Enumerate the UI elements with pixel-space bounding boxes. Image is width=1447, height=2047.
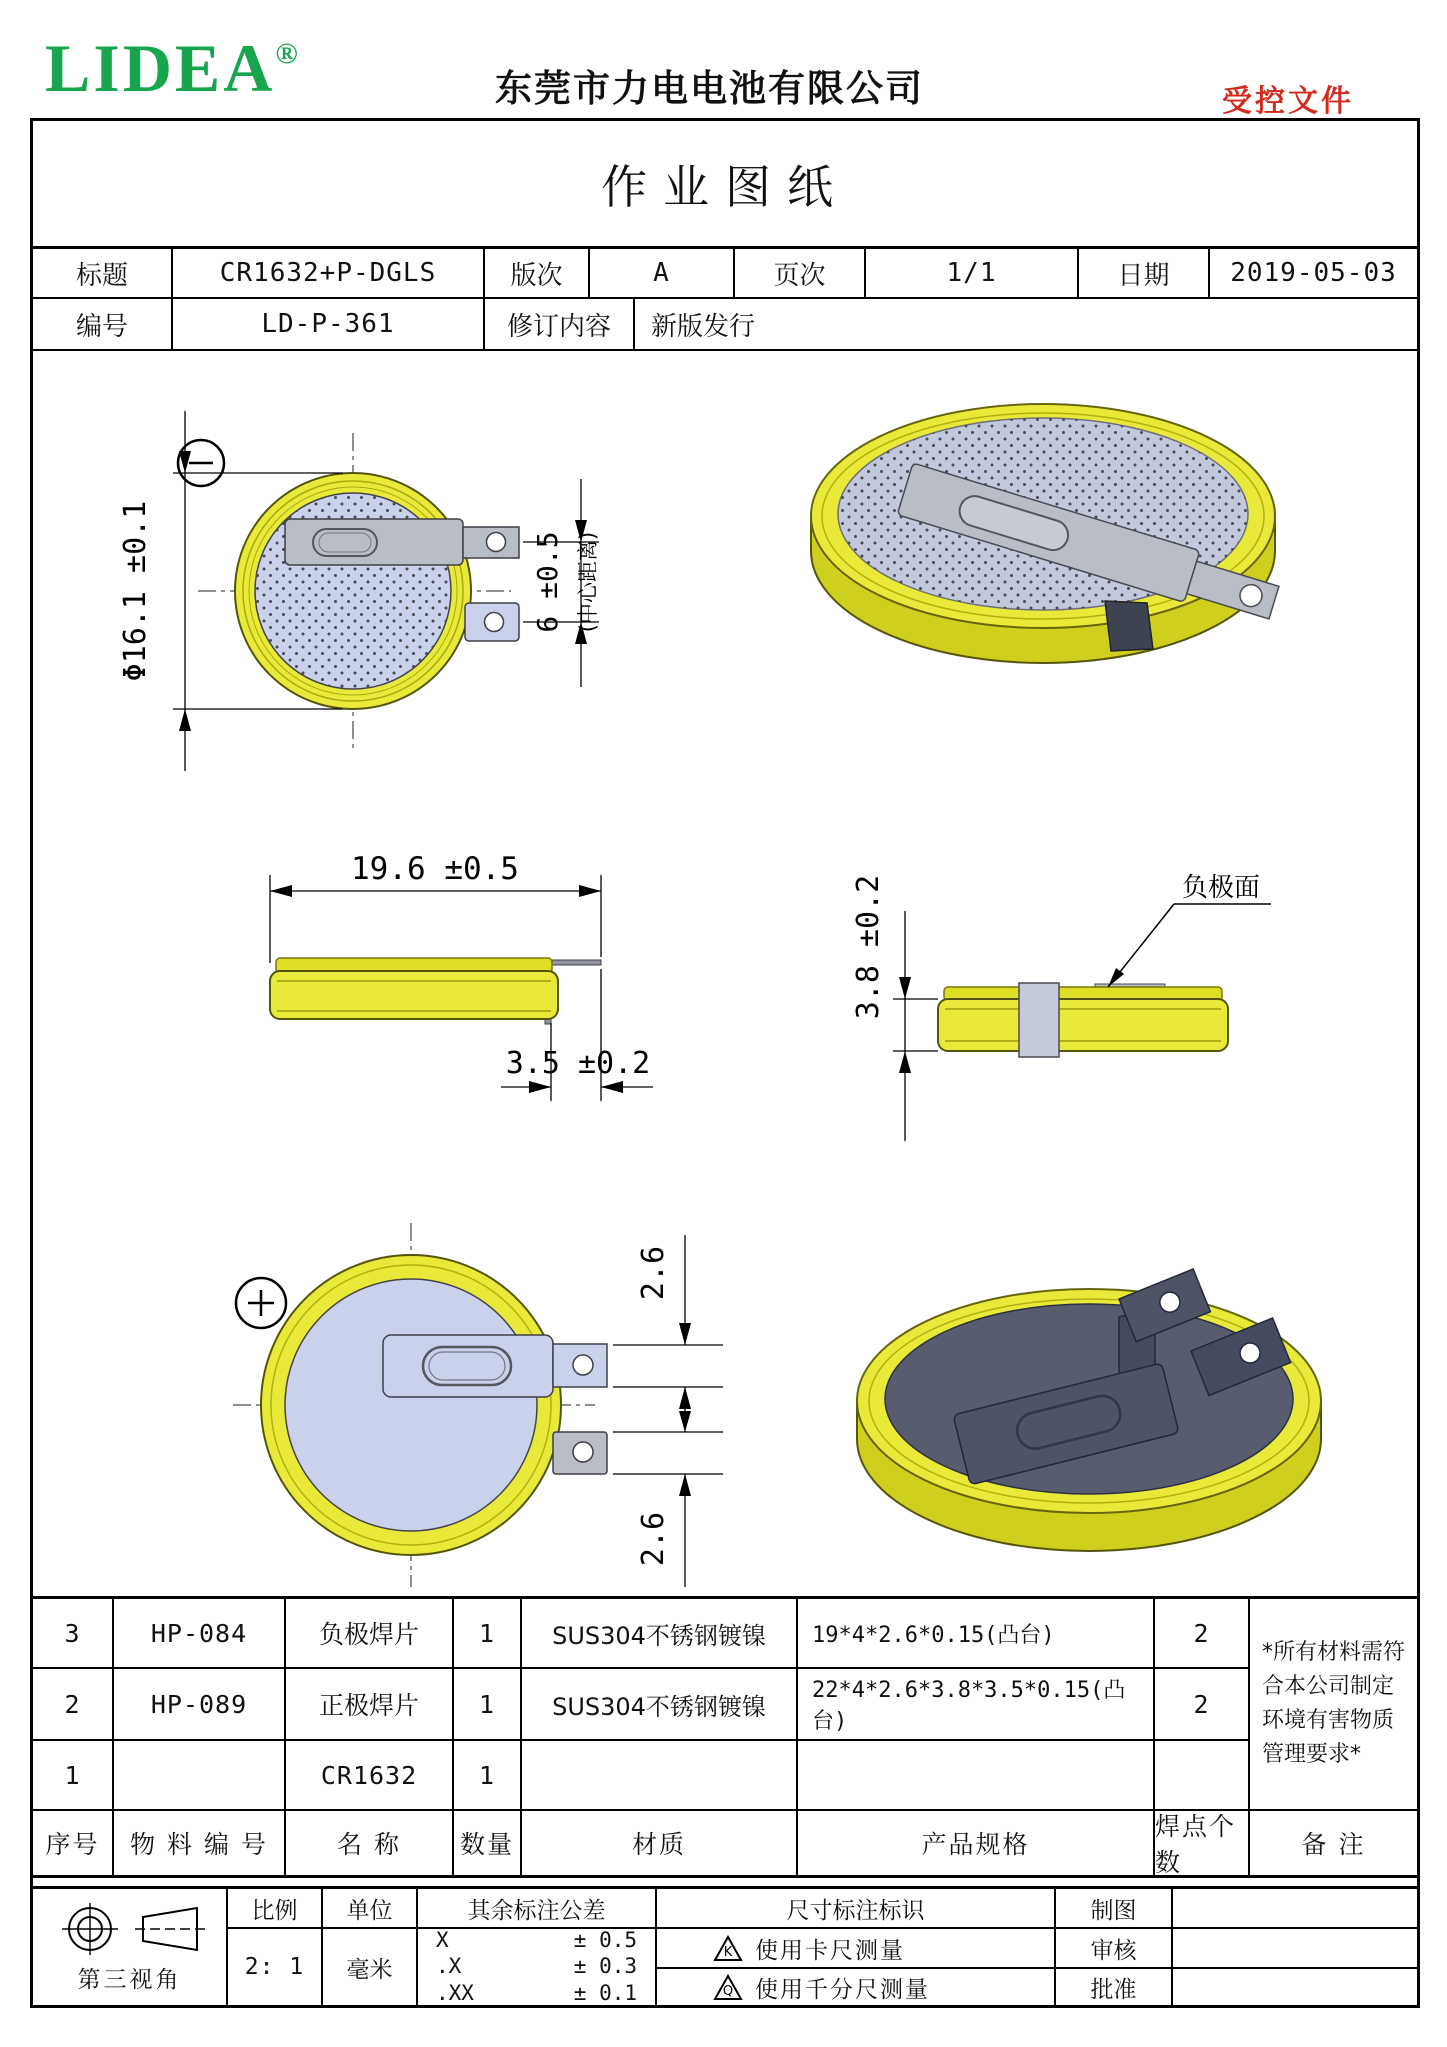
code-value: LD-P-361	[173, 299, 485, 349]
tolerance-pattern: .XX	[436, 1980, 474, 2005]
draft-label: 制图	[1056, 1889, 1173, 1929]
registered-trademark-icon: ®	[275, 37, 301, 70]
date-label: 日期	[1079, 249, 1210, 297]
review-label: 审核	[1056, 1929, 1173, 1969]
scale-value: 2: 1	[228, 1929, 323, 2005]
battery-side-body	[938, 999, 1228, 1051]
revision-value: A	[590, 249, 735, 297]
bom-table	[33, 1596, 1417, 1878]
negative-solder-tab-end	[553, 1432, 607, 1474]
dim-mark-label: 尺寸标注标识	[657, 1889, 1056, 1929]
title-block-row-2	[33, 299, 1417, 351]
unit-label: 单位	[323, 1889, 418, 1929]
tab-hole	[487, 533, 506, 552]
page-value: 1/1	[866, 249, 1079, 297]
title-block-row-1	[33, 249, 1417, 299]
bom-row-solder-count	[1155, 1741, 1250, 1811]
bom-row-spec: 19*4*2.6*0.15(凸台)	[798, 1599, 1155, 1669]
bom-row-partno: HP-089	[114, 1669, 286, 1741]
bom-row-qty: 1	[454, 1741, 522, 1811]
negative-face-label: 负极面	[1181, 873, 1261, 903]
dimension-height	[893, 911, 938, 1141]
revision-content-value: 新版发行	[651, 311, 756, 342]
revision-label: 版次	[485, 249, 590, 297]
dim-height-label: 3.8 ±0.2	[851, 874, 886, 1020]
dim-diameter-label: Φ16.1 ±0.1	[118, 500, 153, 682]
positive-face	[285, 1279, 537, 1531]
drawing-footer	[33, 1886, 1417, 2005]
tolerance-value: ± 0.1	[573, 1980, 637, 2005]
bom-row-name: 负极焊片	[286, 1599, 454, 1669]
tab-hole	[573, 1442, 593, 1462]
date-value: 2019-05-03	[1230, 258, 1397, 288]
view-side-width	[270, 851, 653, 1101]
battery-drawing-views	[33, 351, 1417, 1596]
triangle-q-icon	[713, 1974, 743, 2001]
bom-row-name: CR1632	[286, 1741, 454, 1811]
tolerance-line	[436, 1954, 637, 1979]
unit-value: 毫米	[323, 1929, 418, 2005]
revision-content-label: 修订内容	[485, 299, 635, 349]
view-top-positive-face	[233, 1223, 723, 1587]
view-3d-positive-up	[857, 1269, 1321, 1551]
bom-material-note: *所有材料需符合本公司制定环境有害物质管理要求*	[1250, 1599, 1417, 1811]
tolerance-line	[436, 1981, 637, 2005]
bom-header-no: 序号	[33, 1811, 114, 1875]
bom-header-remark: 备 注	[1301, 1830, 1366, 1859]
logo-text: LIDEA	[45, 30, 276, 106]
bom-header-partno: 物 料 编 号	[114, 1811, 286, 1875]
negative-solder-tab	[285, 519, 519, 565]
tolerance-value: ± 0.3	[573, 1954, 637, 1979]
title-value: CR1632+P-DGLS	[173, 249, 485, 297]
bom-row-material	[522, 1741, 798, 1811]
company-name: 东莞市力电电池有限公司	[495, 67, 924, 110]
dim-center-distance-label: 6 ±0.5	[531, 531, 564, 633]
view-side-height	[851, 873, 1271, 1141]
positive-solder-tab	[383, 1335, 607, 1397]
tolerance-pattern: .X	[436, 1954, 462, 1979]
view-3d-negative-up	[811, 404, 1282, 663]
page-label: 页次	[735, 249, 866, 297]
triangle-k-icon	[713, 1935, 743, 1962]
document-title: 作业图纸	[33, 121, 1417, 249]
bom-header-name: 名 称	[286, 1811, 454, 1875]
svg-text:K: K	[723, 1944, 733, 1960]
projection-symbol-cell	[33, 1889, 228, 2005]
dim-mark-micrometer	[657, 1969, 1056, 2005]
bom-row-material: SUS304不锈钢镀镍	[522, 1669, 798, 1741]
dimension-width	[270, 875, 601, 963]
positive-tab-edge-3d	[1105, 601, 1153, 651]
view-top-negative-face	[118, 411, 600, 771]
bom-row-qty: 1	[454, 1599, 522, 1669]
draft-value	[1173, 1889, 1417, 1929]
dim-tab-bottom-label: 2.6	[636, 1511, 671, 1567]
drawing-frame	[30, 118, 1420, 2008]
bom-header-solder-count: 焊点个数	[1155, 1811, 1250, 1875]
bom-row-solder-count: 2	[1155, 1599, 1250, 1669]
tolerance-line	[436, 1929, 637, 1953]
negative-face-callout	[1108, 873, 1271, 987]
approve-value	[1173, 1969, 1417, 2005]
approve-label: 批准	[1056, 1969, 1173, 2005]
bom-row-solder-count: 2	[1155, 1669, 1250, 1741]
svg-text:Q: Q	[722, 1983, 734, 1999]
positive-solder-tab-end	[465, 603, 519, 641]
bom-row-material: SUS304不锈钢镀镍	[522, 1599, 798, 1669]
bom-row-qty: 1	[454, 1669, 522, 1741]
controlled-document-stamp: 受控文件	[1222, 84, 1354, 119]
dim-center-distance-note: (中心距离)	[576, 531, 600, 633]
tolerance-value: ± 0.5	[573, 1929, 637, 1953]
tab-wrap-band	[1019, 983, 1059, 1057]
bom-row-no: 2	[33, 1669, 114, 1741]
code-label: 编号	[33, 299, 173, 349]
bom-header-qty: 数量	[454, 1811, 522, 1875]
tab-hole	[573, 1355, 593, 1375]
dim-mark-text: 使用卡尺测量	[755, 1937, 905, 1964]
tab-hole	[485, 613, 504, 632]
tolerance-pattern: X	[436, 1929, 449, 1953]
dim-tab-offset-label: 3.5 ±0.2	[505, 1046, 651, 1081]
battery-side-body	[270, 971, 558, 1019]
dim-mark-caliper	[657, 1929, 1056, 1969]
projection-label: 第三视角	[77, 1966, 182, 1993]
company-logo	[45, 30, 301, 106]
tolerance-values	[418, 1929, 657, 2005]
tolerance-label: 其余标注公差	[418, 1889, 657, 1929]
third-angle-projection-icon	[55, 1901, 205, 1959]
bom-row-name: 正极焊片	[286, 1669, 454, 1741]
dim-mark-text: 使用千分尺测量	[755, 1976, 930, 2003]
bom-row-spec	[798, 1741, 1155, 1811]
bom-row-no: 1	[33, 1741, 114, 1811]
bom-row-partno: HP-084	[114, 1599, 286, 1669]
title-label: 标题	[33, 249, 173, 297]
bom-row-no: 3	[33, 1599, 114, 1669]
scale-label: 比例	[228, 1889, 323, 1929]
dim-tab-top-label: 2.6	[636, 1245, 671, 1301]
dim-width-label: 19.6 ±0.5	[351, 851, 519, 887]
bom-header-spec: 产品规格	[798, 1811, 1155, 1875]
plus-polarity-symbol	[236, 1278, 286, 1328]
bom-row-spec: 22*4*2.6*3.8*3.5*0.15(凸台)	[798, 1669, 1155, 1741]
bom-row-partno	[114, 1741, 286, 1811]
bom-header-material: 材质	[522, 1811, 798, 1875]
review-value	[1173, 1929, 1417, 1969]
